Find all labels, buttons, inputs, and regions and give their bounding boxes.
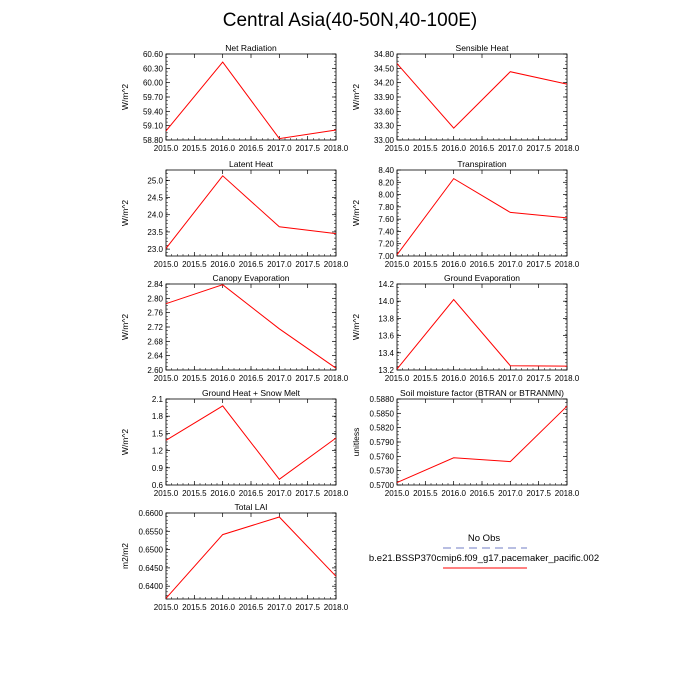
y-tick-label: 0.6450 [138,563,163,573]
y-tick-label: 1.2 [151,446,163,456]
y-tick-label: 33.00 [373,136,394,145]
y-tick-label: 34.20 [373,78,394,88]
y-tick-label: 14.0 [378,297,394,307]
panel-5 [351,273,580,383]
panel-frame [397,284,567,370]
x-tick-label: 2016.5 [238,260,264,269]
y-tick-label: 0.9 [151,463,163,473]
y-tick-label: 58.80 [142,136,163,145]
x-tick-label: 2018.0 [323,489,349,498]
x-tick-label: 2015.0 [384,374,410,383]
x-tick-label: 2015.0 [384,489,410,498]
x-tick-label: 2016.0 [441,144,466,153]
x-tick-label: 2017.0 [267,603,292,612]
y-tick-label: 23.0 [147,245,163,255]
panel-frame [397,399,567,485]
x-tick-label: 2016.0 [210,260,235,269]
x-tick-label: 2015.0 [153,144,179,153]
x-tick-label: 2018.0 [554,489,580,498]
y-tick-label: 34.50 [373,64,394,74]
x-tick-label: 2017.0 [498,374,523,383]
x-tick-label: 2015.0 [153,489,179,498]
y-tick-label: 2.64 [147,351,163,361]
x-tick-label: 2016.0 [210,489,235,498]
panel-title: Transpiration [457,159,507,169]
series-line [397,406,567,482]
figure-title: Central Asia(40-50N,40-100E) [222,10,478,31]
y-axis-label: W/m^2 [351,313,361,341]
series-line [397,179,567,255]
x-tick-label: 2016.5 [238,603,264,612]
y-axis-label: W/m^2 [120,199,130,227]
x-tick-label: 2016.5 [469,374,495,383]
y-tick-label: 2.84 [147,280,163,289]
x-tick-label: 2016.0 [441,374,466,383]
x-tick-label: 2016.0 [210,144,235,153]
x-tick-label: 2018.0 [323,144,349,153]
x-tick-label: 2015.5 [182,489,207,498]
y-tick-label: 0.6600 [138,509,163,518]
y-tick-label: 59.70 [142,93,163,102]
series-line [397,64,567,129]
series-line [166,285,336,369]
x-tick-label: 2018.0 [554,260,580,269]
series-line [166,176,336,249]
y-tick-label: 0.5880 [369,395,394,404]
panel-title: Ground Evaporation [443,273,521,283]
x-tick-label: 2017.5 [295,260,320,269]
x-tick-label: 2017.0 [267,144,292,153]
panel-title: Total LAI [234,502,268,512]
y-tick-label: 33.60 [373,107,394,117]
y-tick-label: 13.4 [378,348,394,358]
y-tick-label: 2.60 [147,366,163,375]
x-tick-label: 2015.5 [413,489,438,498]
legend [369,533,599,568]
panel-frame [397,54,567,140]
x-tick-label: 2018.0 [323,374,349,383]
x-tick-label: 2015.5 [413,374,438,383]
y-tick-label: 2.80 [147,294,163,304]
x-tick-label: 2015.5 [182,374,207,383]
series-line [166,406,336,479]
panel-title: Canopy Evaporation [212,273,290,283]
y-tick-label: 0.5790 [369,438,394,447]
y-tick-label: 7.80 [378,202,394,212]
y-tick-label: 25.0 [147,176,163,186]
y-tick-label: 2.68 [147,337,163,347]
x-tick-label: 2017.0 [267,374,292,383]
panel-frame [166,170,336,256]
y-tick-label: 59.10 [142,121,163,131]
x-tick-label: 2015.5 [413,260,438,269]
x-tick-label: 2015.0 [384,144,410,153]
y-tick-label: 7.40 [378,227,394,237]
y-tick-label: 24.5 [147,193,163,203]
x-tick-label: 2016.0 [441,489,466,498]
y-tick-label: 14.2 [378,280,394,289]
x-tick-label: 2017.5 [295,489,320,498]
y-tick-label: 0.6550 [138,527,163,537]
x-tick-label: 2017.5 [295,374,320,383]
y-tick-label: 2.1 [151,395,163,404]
x-tick-label: 2018.0 [323,603,349,612]
x-tick-label: 2017.0 [498,489,523,498]
y-tick-label: 34.80 [373,50,394,59]
x-tick-label: 2015.5 [182,144,207,153]
y-axis-label: W/m^2 [351,83,361,111]
y-tick-label: 0.5700 [369,481,394,490]
x-tick-label: 2016.5 [469,489,495,498]
y-tick-label: 13.8 [378,314,394,324]
x-tick-label: 2017.0 [498,260,523,269]
y-tick-label: 0.6 [151,481,163,490]
y-tick-label: 1.5 [151,429,163,439]
x-tick-label: 2016.5 [238,489,264,498]
y-axis-label: W/m^2 [351,199,361,227]
y-tick-label: 1.8 [151,412,163,422]
y-tick-label: 33.30 [373,121,394,131]
panel-0 [120,43,349,153]
y-tick-label: 0.6400 [138,582,163,592]
panel-title: Net Radiation [225,43,277,53]
y-tick-label: 0.5730 [369,466,394,476]
x-tick-label: 2016.5 [238,374,264,383]
x-tick-label: 2017.0 [267,260,292,269]
y-axis-label: unitless [351,427,361,457]
y-tick-label: 8.20 [378,178,394,188]
y-axis-label: m2/m2 [120,543,130,569]
x-tick-label: 2017.5 [526,489,551,498]
panel-title: Soil moisture factor (BTRAN or BTRANMN) [400,388,564,398]
y-tick-label: 59.40 [142,107,163,117]
y-axis-label: W/m^2 [120,83,130,111]
y-tick-label: 7.00 [378,252,394,261]
x-tick-label: 2016.0 [210,603,235,612]
y-tick-label: 0.6500 [138,545,163,555]
panel-3 [351,159,580,269]
y-tick-label: 60.30 [142,64,163,74]
panel-title: Latent Heat [229,159,273,169]
x-tick-label: 2015.5 [182,260,207,269]
panel-title: Ground Heat + Snow Melt [201,388,301,398]
y-tick-label: 0.5820 [369,423,394,433]
panel-7 [351,388,580,498]
x-tick-label: 2015.0 [153,260,179,269]
x-tick-label: 2017.5 [526,144,551,153]
y-tick-label: 8.00 [378,190,394,200]
x-tick-label: 2016.0 [441,260,466,269]
panel-1 [351,43,580,153]
series-line [166,62,336,139]
x-tick-label: 2017.5 [526,374,551,383]
y-tick-label: 33.90 [373,93,394,102]
y-tick-label: 0.5850 [369,409,394,419]
series-line [397,300,567,370]
x-tick-label: 2016.5 [238,144,264,153]
x-tick-label: 2016.5 [469,144,495,153]
y-tick-label: 2.72 [147,323,163,332]
x-tick-label: 2017.0 [267,489,292,498]
x-tick-label: 2015.5 [182,603,207,612]
y-axis-label: W/m^2 [120,428,130,456]
y-tick-label: 60.60 [142,50,163,59]
panel-8 [120,502,349,612]
y-tick-label: 7.20 [378,239,394,249]
x-tick-label: 2017.5 [295,144,320,153]
x-tick-label: 2018.0 [554,144,580,153]
y-tick-label: 60.00 [142,78,163,88]
x-tick-label: 2018.0 [323,260,349,269]
x-tick-label: 2015.0 [384,260,410,269]
y-tick-label: 13.2 [378,366,394,375]
y-tick-label: 23.5 [147,227,163,237]
x-tick-label: 2017.5 [526,260,551,269]
y-tick-label: 24.0 [147,210,163,220]
panel-4 [120,273,349,383]
x-tick-label: 2017.5 [295,603,320,612]
y-axis-label: W/m^2 [120,313,130,341]
y-tick-label: 2.76 [147,308,163,318]
x-tick-label: 2015.0 [153,374,179,383]
x-tick-label: 2016.0 [210,374,235,383]
legend-heading: No Obs [467,533,501,544]
panel-6 [120,388,349,498]
panel-frame [166,284,336,370]
x-tick-label: 2015.0 [153,603,179,612]
legend-entry-label: b.e21.BSSP370cmip6.f09_g17.pacemaker_pacific.002 [368,553,600,564]
panel-frame [166,54,336,140]
x-tick-label: 2018.0 [554,374,580,383]
series-line [166,517,336,598]
x-tick-label: 2016.5 [469,260,495,269]
y-tick-label: 0.5760 [369,452,394,462]
y-tick-label: 13.6 [378,331,394,341]
panel-title: Sensible Heat [455,43,509,53]
panel-frame [397,170,567,256]
x-tick-label: 2017.0 [498,144,523,153]
y-tick-label: 8.40 [378,166,394,175]
panel-2 [120,159,349,269]
y-tick-label: 7.60 [378,215,394,225]
x-tick-label: 2015.5 [413,144,438,153]
